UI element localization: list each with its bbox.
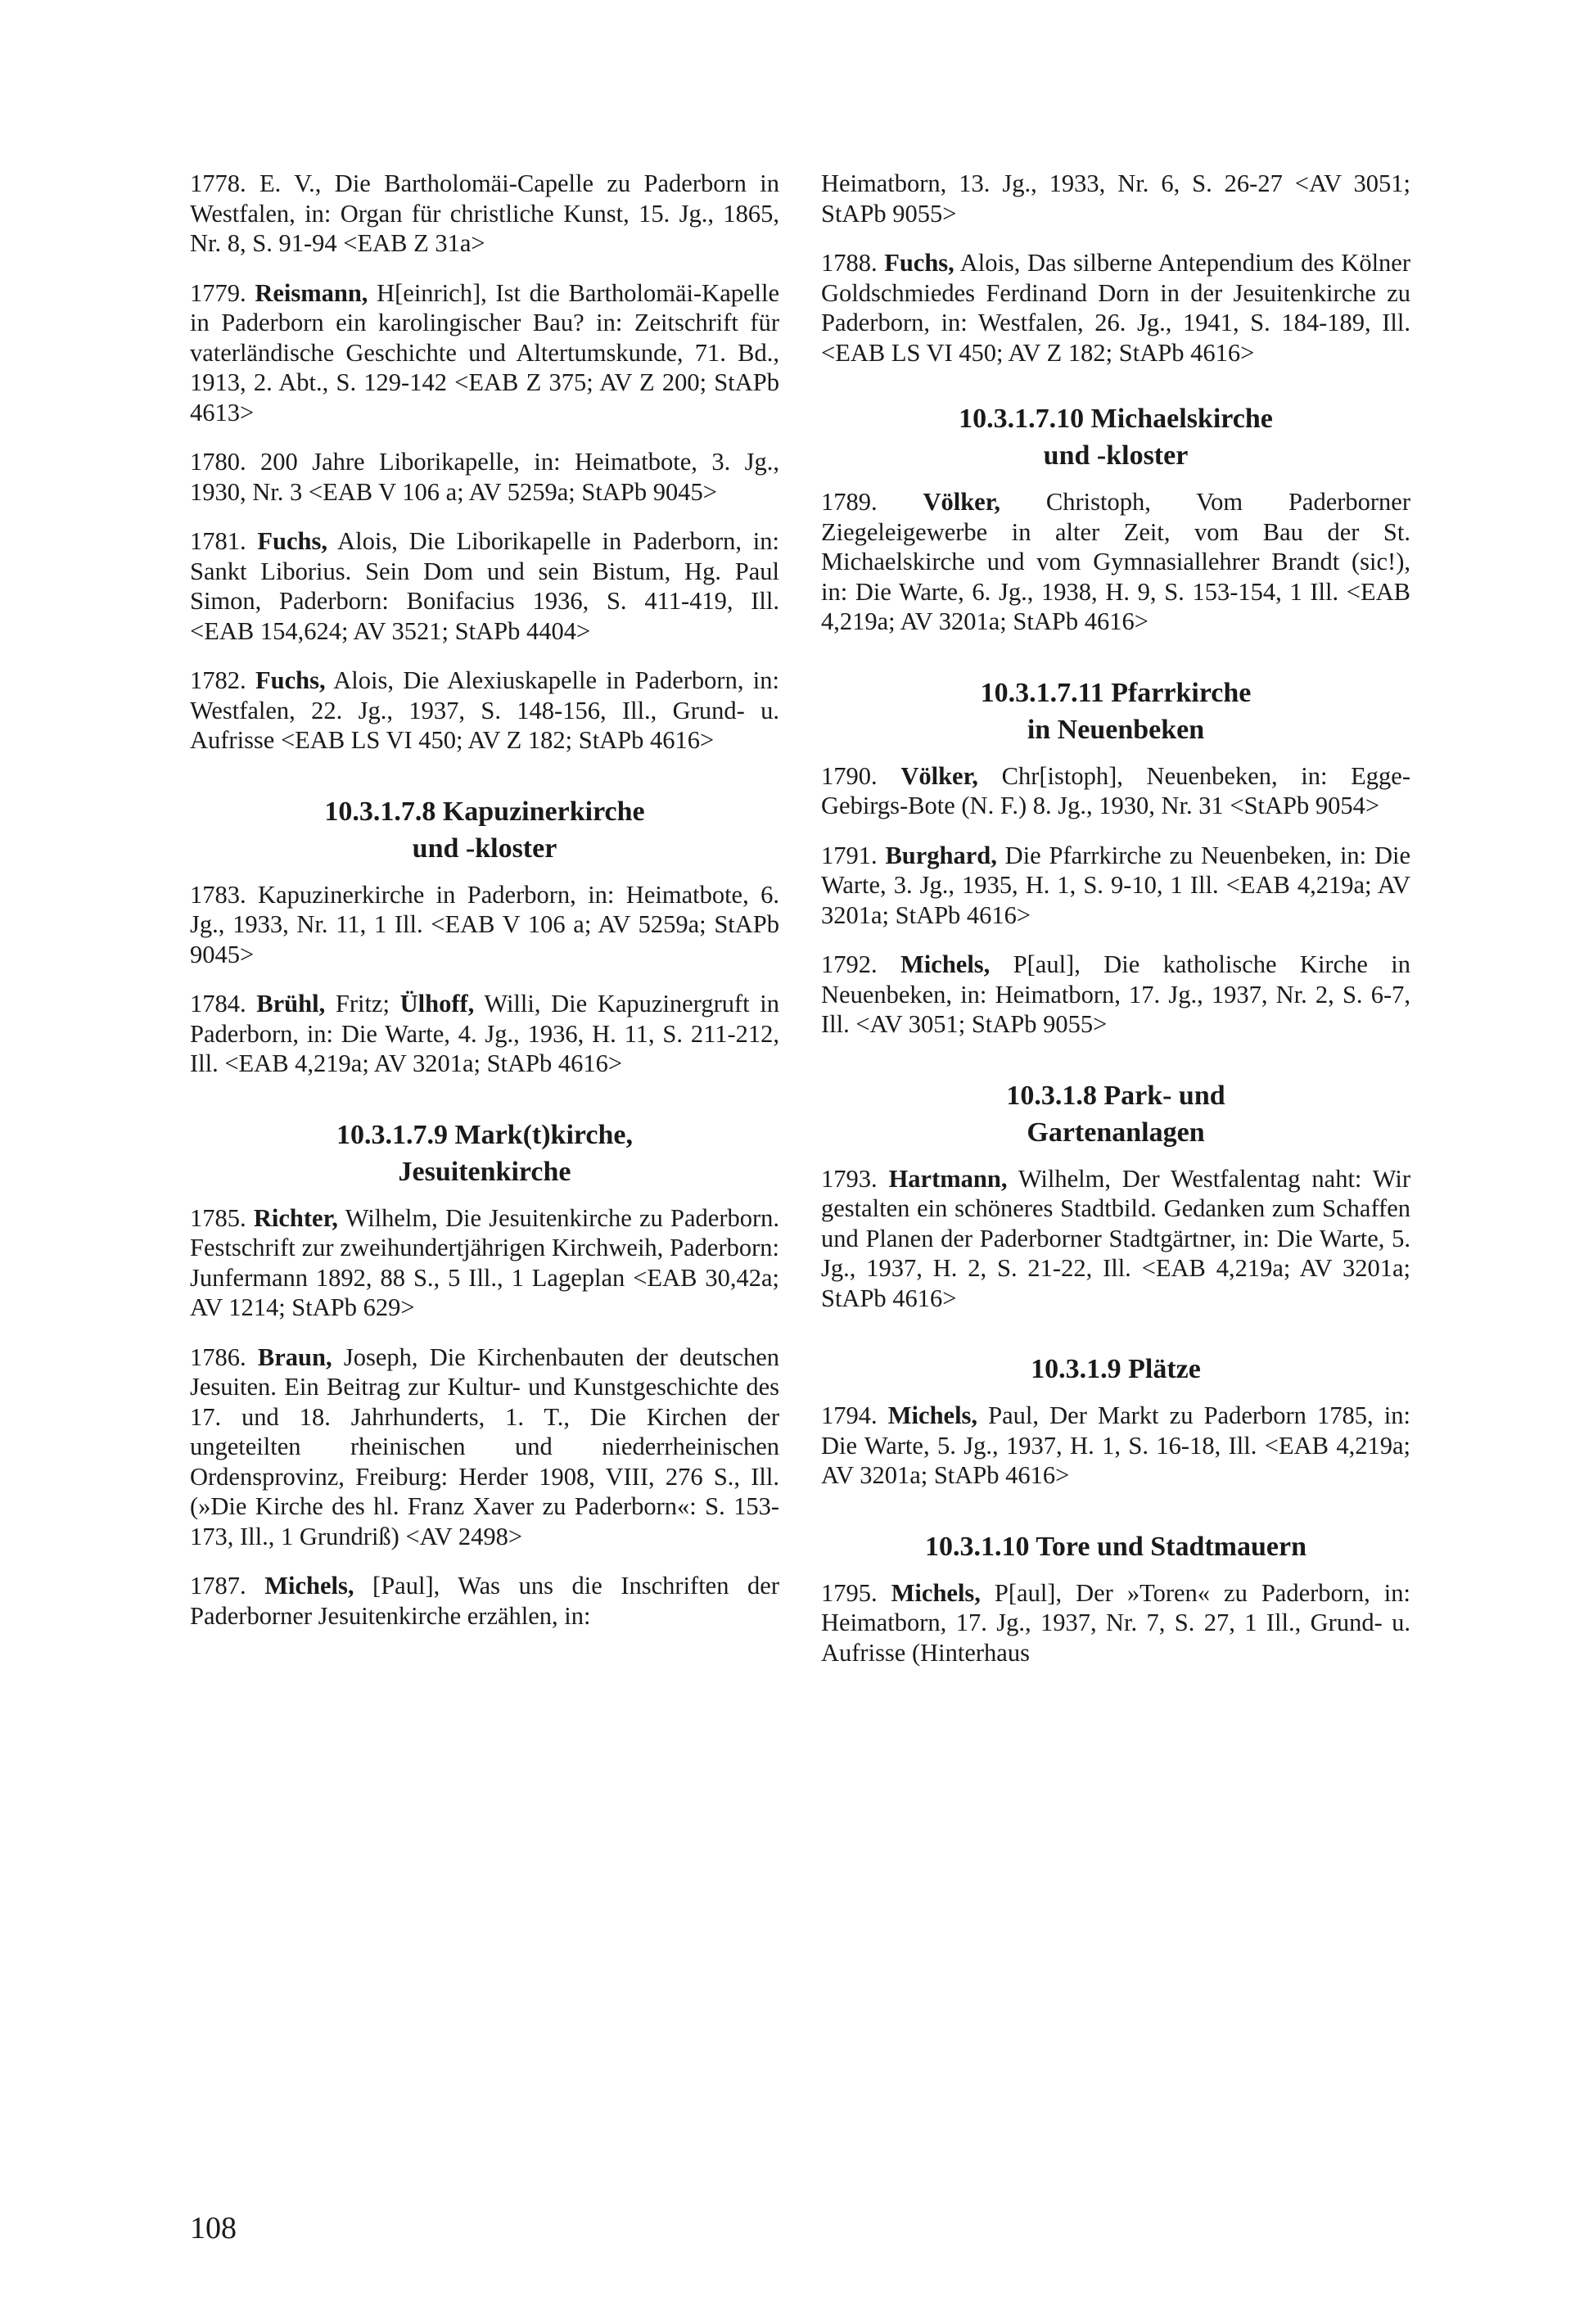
entry-1795: 1795. Michels, P[aul], Der »Toren« zu Paderborn, in: Heimatborn, 17. Jg., 1937, Nr. 7, S. 27, 1 Ill., Grund- u. Aufrisse (Hinterhaus [821, 1578, 1411, 1667]
entry-1788: 1788. Fuchs, Alois, Das silberne Antependium des Kölner Goldschmiedes Ferdinand Dorn in der Jesuitenkirche zu Paderborn, in: Westfalen, 26. Jg., 1941, S. 184-189, Ill. <EAB LS VI 450; AV Z 182; StAPb 4616> [821, 249, 1411, 367]
section-heading-pfarrkirche: 10.3.1.7.11 Pfarrkirche in Neuenbeken [980, 677, 1252, 745]
entry-1785: 1785. Richter, Wilhelm, Die Jesuitenkirche zu Paderborn. Festschrift zur zweihundertjährigen Kirchweih, Paderborn: Junfermann 1892, 88 S., 5 Ill., 1 Lageplan <EAB 30,42a; AV 1214; StAPb 629> [190, 1203, 780, 1321]
section-heading-marktkirche: 10.3.1.7.9 Mark(t)kirche, Jesuitenkirche [336, 1119, 633, 1187]
entry-1781: 1781. Fuchs, Alois, Die Liborikapelle in Paderborn, in: Sankt Liborius. Sein Dom und sein Bistum, Hg. Paul Simon, Paderborn: Bonifacius 1936, S. 411-419, Ill. <EAB 154,624; AV 3521; StAPb 4404> [190, 527, 780, 645]
entry-1779: 1779. Reismann, H[einrich], Ist die Bartholomäi-Kapelle in Paderborn ein karolingischer Bau? in: Zeitschrift für vaterländische Geschichte und Altertumskunde, 71. Bd., 1913, 2. Abt., S. 129-142 <EAB Z 375; AV Z 200; StAPb 4613> [190, 278, 780, 426]
section-heading-kapuzinerkirche: 10.3.1.7.8 Kapuzinerkirche und -kloster [324, 796, 645, 864]
section-heading-plaetze: 10.3.1.9 Plätze [1031, 1354, 1201, 1384]
page-number: 108 [190, 2211, 237, 2245]
entry-1789: 1789. Völker, Christoph, Vom Paderborner Ziegeleigewerbe in alter Zeit, vom Bau der St. Michaelskirche und vom Gymnasiallehrer Brandt (sic!), in: Die Warte, 6. Jg., 1938, H. 9, S. 153-154, 1 Ill. <EAB 4,219a; AV 3201a; StAPb 4616> [821, 488, 1410, 635]
entry-1787: 1787. Michels, [Paul], Was uns die Inschriften der Paderborner Jesuitenkirche erzählen, in: [190, 1572, 779, 1630]
entry-1794: 1794. Michels, Paul, Der Markt zu Paderborn 1785, in: Die Warte, 5. Jg., 1937, H. 1, S. 16-18, Ill. <EAB 4,219a; AV 3201a; StAPb 4616> [821, 1401, 1411, 1489]
entry-1784: 1784. Brühl, Fritz; Ülhoff, Willi, Die Kapuzinergruft in Paderborn, in: Die Warte, 4. Jg., 1936, H. 11, S. 211-212, Ill. <EAB 4,219a; AV 3201a; StAPb 4616> [190, 990, 779, 1077]
entry-1793: 1793. Hartmann, Wilhelm, Der Westfalentag naht: Wir gestalten ein schöneres Stadtbild. Gedanken zum Schaffen und Planen der Paderborner Stadtgärtner, in: Die Warte, 5. Jg., 1937, H. 2, S. 21-22, Ill. <EAB 4,219a; AV 3201a; StAPb 4616> [821, 1164, 1410, 1312]
entry-1791: 1791. Burghard, Die Pfarrkirche zu Neuenbeken, in: Die Warte, 3. Jg., 1935, H. 1, S. 9-10, 1 Ill. <EAB 4,219a; AV 3201a; StAPb 4616> [821, 841, 1410, 929]
entry-1778: 1778. E. V., Die Bartholomäi-Capelle zu Paderborn in Westfalen, in: Organ für christliche Kunst, 15. Jg., 1865, Nr. 8, S. 91-94 <EAB Z 31a> [190, 169, 779, 257]
entry-1780: 1780. 200 Jahre Liborikapelle, in: Heimatbote, 3. Jg., 1930, Nr. 3 <EAB V 106 a; AV 5259a; StAPb 9045> [190, 448, 779, 506]
section-heading-michaelskirche: 10.3.1.7.10 Michaelskirche und -kloster [959, 404, 1273, 471]
entry-1786: 1786. Braun, Joseph, Die Kirchenbauten der deutschen Jesuiten. Ein Beitrag zur Kultur- und Kunstgeschichte des 17. und 18. Jahrhunderts, 1. T., Die Kirchen der ungeteilten rheinischen und niederrheinischen Ordensprovinz, Freiburg: Herder 1908, VIII, 276 S., Ill. (»Die Kirche des hl. Franz Xaver zu Paderborn«: S. 153-173, Ill., 1 Grundriß) <AV 2498> [190, 1343, 779, 1550]
entry-1792: 1792. Michels, P[aul], Die katholische Kirche in Neuenbeken, in: Heimatborn, 17. Jg., 1937, Nr. 2, S. 6-7, Ill. <AV 3051; StAPb 9055> [821, 950, 1411, 1038]
entry-1782: 1782. Fuchs, Alois, Die Alexiuskapelle in Paderborn, in: Westfalen, 22. Jg., 1937, S. 148-156, Ill., Grund- u. Aufrisse <EAB LS VI 450; AV Z 182; StAPb 4616> [190, 666, 780, 754]
left-column [190, 169, 779, 1650]
section-heading-parkanlagen: 10.3.1.8 Park- und Gartenanlagen [1006, 1080, 1225, 1148]
right-column [821, 169, 1410, 1687]
entry-1787-continued: Heimatborn, 13. Jg., 1933, Nr. 6, S. 26-27 <AV 3051; StAPb 9055> [821, 169, 1410, 228]
section-heading-tore: 10.3.1.10 Tore und Stadtmauern [924, 1531, 1307, 1562]
entry-1783: 1783. Kapuzinerkirche in Paderborn, in: Heimatbote, 6. Jg., 1933, Nr. 11, 1 Ill. <EAB V 106 a; AV 5259a; StAPb 9045> [190, 880, 779, 968]
entry-1790: 1790. Völker, Chr[istoph], Neuenbeken, in: Egge-Gebirgs-Bote (N. F.) 8. Jg., 1930, Nr. 31 <StAPb 9054> [821, 761, 1410, 819]
